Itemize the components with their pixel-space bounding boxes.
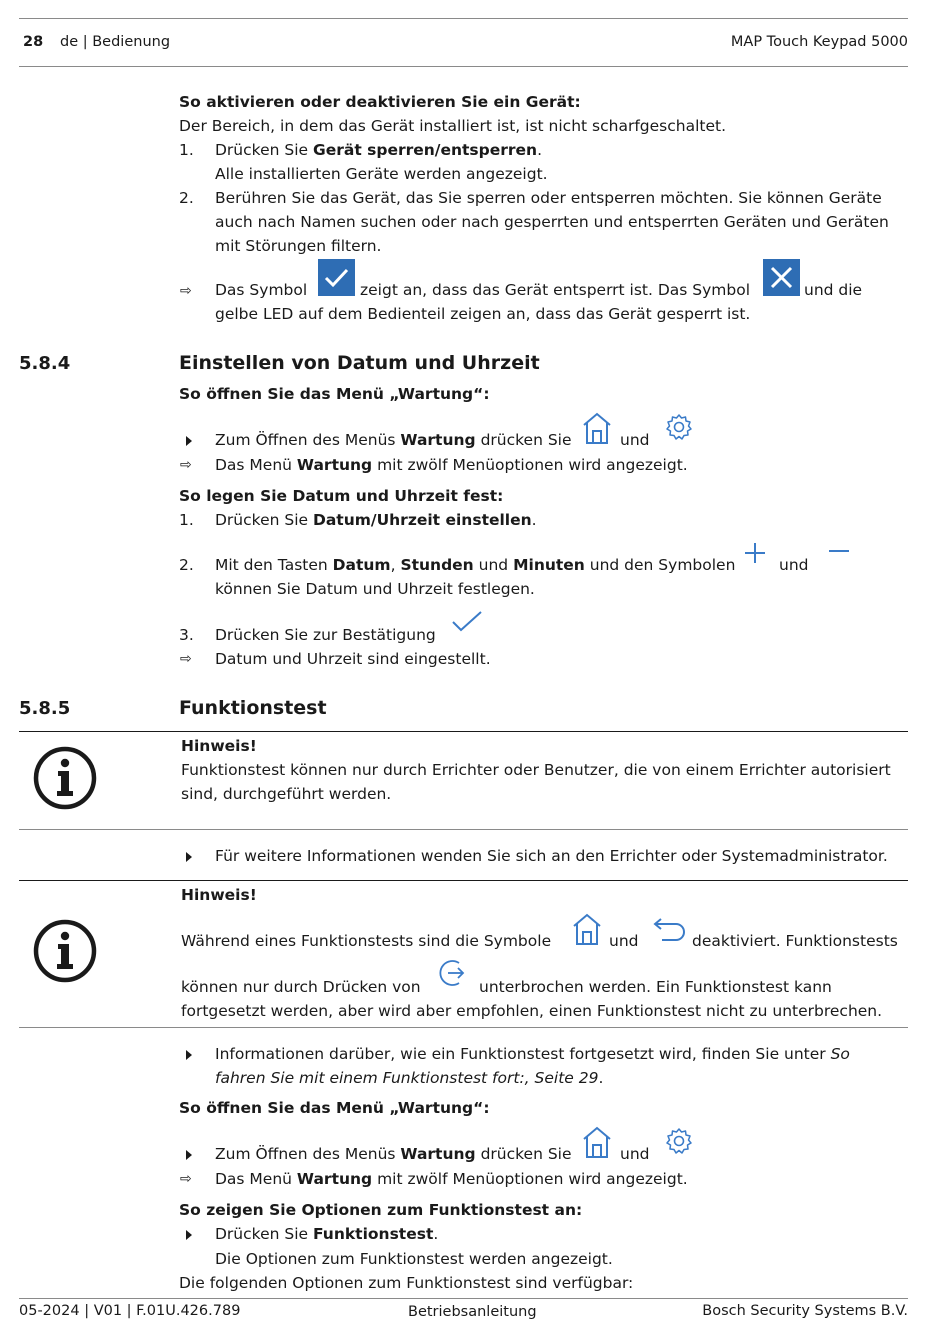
page-number: 28	[23, 34, 44, 50]
activate-result-b: zeigt an, dass das Gerät entsperrt ist. Das Symbol	[360, 281, 751, 299]
footer-doc-type: Betriebsanleitung	[408, 1304, 537, 1320]
note1-top-rule	[19, 731, 908, 732]
header-section: de | Bedienung	[60, 34, 171, 50]
bullet-triangle-icon	[186, 1150, 192, 1160]
open-menu-heading: So öffnen Sie das Menü „Wartung“:	[179, 1099, 490, 1117]
activate-step1: Drücken Sie Gerät sperren/entsperren.	[215, 141, 543, 159]
activate-step1-result: Alle installierten Geräte werden angezeigt.	[215, 165, 548, 183]
step-number: 1.	[179, 141, 194, 159]
home-icon	[571, 912, 603, 946]
section-number-584: 5.8.4	[19, 353, 71, 374]
plus-icon	[743, 541, 767, 565]
info-icon	[33, 746, 97, 810]
minus-icon	[828, 541, 850, 561]
checkmark-confirm-icon	[451, 610, 483, 634]
options-heading: So zeigen Sie Optionen zum Funktionstest an:	[179, 1201, 583, 1219]
set-date-step2: Mit den Tasten Datum, Stunden und Minuten und den Symbolen	[215, 556, 736, 574]
back-arrow-icon	[652, 916, 686, 942]
note2-text-a: Während eines Funktionstests sind die Symbole	[181, 932, 552, 950]
footer-rule	[19, 1298, 908, 1299]
open-menu-result: Das Menü Wartung mit zwölf Menüoptionen wird angezeigt.	[215, 1170, 688, 1188]
note2-title: Hinweis!	[181, 886, 257, 904]
header-product: MAP Touch Keypad 5000	[730, 34, 908, 50]
note2-text-b: deaktiviert. Funktionstests	[692, 932, 898, 950]
set-date-step1: Drücken Sie Datum/Uhrzeit einstellen.	[215, 511, 537, 529]
open-menu-und: und	[620, 431, 650, 449]
bullet-triangle-icon	[186, 1230, 192, 1240]
options-result: Die Optionen zum Funktionstest werden angezeigt.	[215, 1250, 613, 1268]
options-instruction: Drücken Sie Funktionstest.	[215, 1225, 439, 1243]
set-date-step3: Drücken Sie zur Bestätigung	[215, 626, 436, 644]
result-arrow-icon: ⇨	[180, 1171, 192, 1187]
step-number: 3.	[179, 626, 194, 644]
note1-line2: sind, durchgeführt werden.	[181, 785, 392, 803]
home-icon	[581, 411, 613, 445]
gear-icon	[665, 413, 693, 441]
gear-icon	[665, 1127, 693, 1155]
bullet-triangle-icon	[186, 852, 192, 862]
result-arrow-icon: ⇨	[180, 457, 192, 473]
set-date-result: Datum und Uhrzeit sind eingestellt.	[215, 650, 491, 668]
bullet-triangle-icon	[186, 1050, 192, 1060]
continue-test-link[interactable]: So	[830, 1045, 850, 1063]
open-menu-instruction: Zum Öffnen des Menüs Wartung drücken Sie	[215, 1145, 572, 1163]
home-icon	[581, 1125, 613, 1159]
bullet-triangle-icon	[186, 436, 192, 446]
footer-doc-id: 05-2024 | V01 | F.01U.426.789	[19, 1303, 241, 1319]
result-arrow-icon: ⇨	[180, 651, 192, 667]
activate-step2-line3: mit Störungen filtern.	[215, 237, 382, 255]
step-number: 2.	[179, 189, 194, 207]
continue-test-bullet-line1: Informationen darüber, wie ein Funktionstest fortgesetzt wird, finden Sie unter So	[215, 1045, 850, 1063]
checkbox-locked-x-icon	[763, 259, 800, 296]
activate-step2-line2: auch nach Namen suchen oder nach gesperrten und entsperrten Geräten und Geräten	[215, 213, 889, 231]
note1-bottom-rule	[19, 829, 908, 830]
step-number: 1.	[179, 511, 194, 529]
open-menu-result: Das Menü Wartung mit zwölf Menüoptionen wird angezeigt.	[215, 456, 688, 474]
activate-precondition: Der Bereich, in dem das Gerät installiert ist, ist nicht scharfgeschaltet.	[179, 117, 726, 135]
open-menu-heading: So öffnen Sie das Menü „Wartung“:	[179, 385, 490, 403]
step-number: 2.	[179, 556, 194, 574]
activate-heading: So aktivieren oder deaktivieren Sie ein Gerät:	[179, 93, 581, 111]
info-icon	[33, 919, 97, 983]
section-title-585: Funktionstest	[179, 697, 327, 719]
activate-result-line2: gelbe LED auf dem Bedienteil zeigen an, dass das Gerät gesperrt ist.	[215, 305, 751, 323]
note2-bottom-rule	[19, 1027, 908, 1028]
result-arrow-icon: ⇨	[180, 283, 192, 299]
open-menu-und: und	[620, 1145, 650, 1163]
exit-arrow-icon	[439, 958, 469, 988]
contact-installer-bullet: Für weitere Informationen wenden Sie sich an den Errichter oder Systemadministrator.	[215, 847, 888, 865]
section-number-585: 5.8.5	[19, 698, 71, 719]
note1-line1: Funktionstest können nur durch Errichter oder Benutzer, die von einem Errichter autorisiert	[181, 761, 891, 779]
section-title-584: Einstellen von Datum und Uhrzeit	[179, 352, 540, 374]
footer-company: Bosch Security Systems B.V.	[702, 1303, 908, 1319]
activate-result-a: Das Symbol	[215, 281, 308, 299]
open-menu-instruction: Zum Öffnen des Menüs Wartung drücken Sie	[215, 431, 572, 449]
header-bottom-rule	[19, 66, 908, 67]
note2-text-c: können nur durch Drücken von	[181, 978, 421, 996]
set-date-und: und	[779, 556, 809, 574]
continue-test-bullet-line2: fahren Sie mit einem Funktionstest fort:, Seite 29.	[215, 1069, 604, 1087]
activate-result-c: und die	[804, 281, 863, 299]
note2-line3: fortgesetzt werden, aber wird aber empfohlen, einen Funktionstest nicht zu unterbrechen.	[181, 1002, 883, 1020]
checkbox-checked-icon	[318, 259, 355, 296]
note2-top-rule	[19, 880, 908, 881]
header-top-rule	[19, 18, 908, 19]
set-date-step2-line2: können Sie Datum und Uhrzeit festlegen.	[215, 580, 535, 598]
continue-test-link[interactable]: fahren Sie mit einem Funktionstest fort:, Seite 29	[215, 1069, 599, 1087]
activate-step2-line1: Berühren Sie das Gerät, das Sie sperren oder entsperren möchten. Sie können Geräte	[215, 189, 882, 207]
set-date-heading: So legen Sie Datum und Uhrzeit fest:	[179, 487, 504, 505]
note1-title: Hinweis!	[181, 737, 257, 755]
options-available: Die folgenden Optionen zum Funktionstest sind verfügbar:	[179, 1274, 634, 1292]
note2-und: und	[609, 932, 639, 950]
note2-text-d: unterbrochen werden. Ein Funktionstest kann	[479, 978, 832, 996]
